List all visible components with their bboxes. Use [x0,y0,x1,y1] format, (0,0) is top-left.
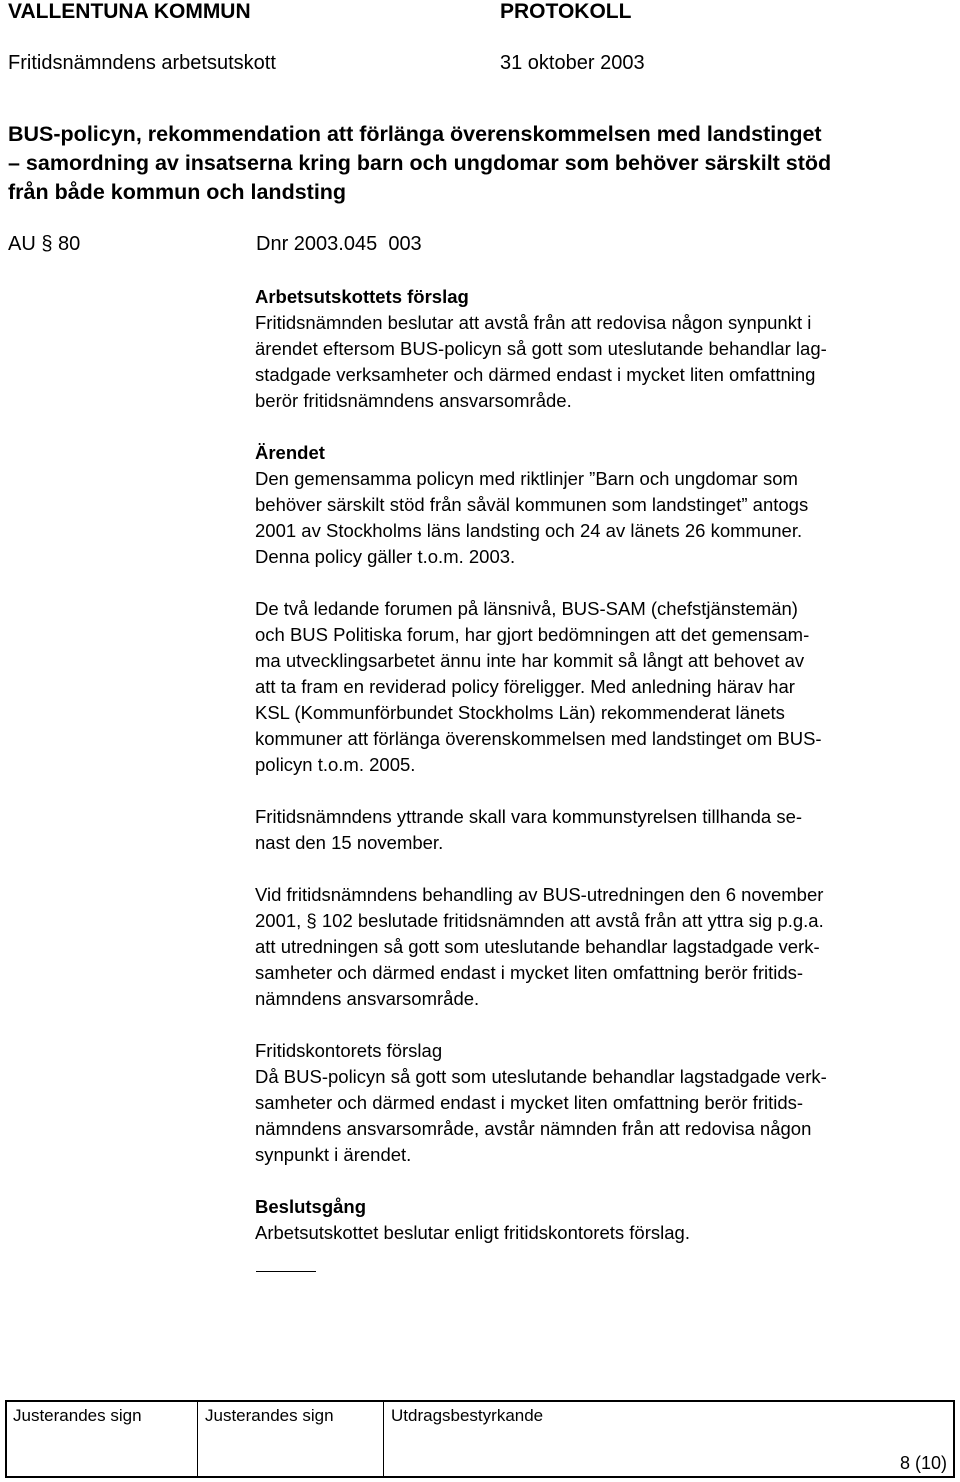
body-line: behöver särskilt stöd från såväl kommunen som landstinget” antogs [255,494,809,515]
section-decision [255,1194,945,1246]
body-line: nämndens ansvarsområde. [255,988,480,1009]
matter-paragraph [255,882,945,1012]
body-line: samheter och därmed endast i mycket liten omfattning berör fritids- [255,962,804,983]
body-line: stadgade verksamheter och därmed endast i mycket liten omfattning [255,364,816,385]
municipality-name: VALLENTUNA KOMMUN [8,0,251,23]
body-line: 2001, § 102 beslutade fritidsnämnden att avstå från att yttra sig p.g.a. [255,910,824,931]
section-au-proposal [255,284,945,414]
body-line: policyn t.o.m. 2005. [255,754,416,775]
page-number: 8 (10) [899,1453,947,1473]
matter-title-line: BUS-policyn, rekommendation att förlänga överenskommelsen med landstinget [8,122,822,146]
signature-label: Justerandes sign [205,1406,334,1425]
meeting-date: 31 oktober 2003 [500,52,645,74]
paragraph-number: AU § 80 [8,233,81,255]
body-line: nast den 15 november. [255,832,444,853]
body-line: Fritidsnämnden beslutar att avstå från att redovisa någon synpunkt i [255,312,812,333]
matter-title [8,120,831,207]
committee-name: Fritidsnämndens arbetsutskott [8,52,276,74]
end-rule [256,1271,316,1272]
matter-paragraph [255,596,945,778]
section-heading: Ärendet [255,442,325,463]
body-line: och BUS Politiska forum, har gjort bedömningen att det gemensam- [255,624,810,645]
matter-paragraph [255,804,945,856]
body-line: Arbetsutskottet beslutar enligt fritidskontorets förslag. [255,1222,690,1243]
body-line: 2001 av Stockholms läns landsting och 24 av länets 26 kommuner. [255,520,803,541]
document-body [255,284,945,1246]
body-line: ma utvecklingsarbetet ännu inte har kommit så långt att behovet av [255,650,805,671]
signature-box [5,1400,955,1478]
section-heading: Fritidskontorets förslag [255,1040,443,1061]
section-heading: Arbetsutskottets förslag [255,286,469,307]
section-heading: Beslutsgång [255,1196,367,1217]
body-line: Då BUS-policyn så gott som uteslutande behandlar lagstadgade verk- [255,1066,827,1087]
body-line: Denna policy gäller t.o.m. 2003. [255,546,516,567]
extract-verification-label: Utdragsbestyrkande [391,1406,544,1425]
body-line: synpunkt i ärendet. [255,1144,412,1165]
section-office-proposal [255,1038,945,1168]
body-line: att ta fram en reviderad policy föreligger. Med anledning härav har [255,676,795,697]
body-line: Fritidsnämndens yttrande skall vara kommunstyrelsen tillhanda se- [255,806,803,827]
body-line: ärendet eftersom BUS-policyn så gott som uteslutande behandlar lag- [255,338,827,359]
body-line: kommuner att förlänga överenskommelsen med landstinget om BUS- [255,728,822,749]
body-line: De två ledande forumen på länsnivå, BUS-SAM (chefstjänstemän) [255,598,798,619]
body-line: samheter och därmed endast i mycket liten omfattning berör fritids- [255,1092,804,1113]
matter-title-line: från både kommun och landsting [8,180,347,204]
section-matter [255,440,945,570]
body-line: att utredningen så gott som uteslutande behandlar lagstadgade verk- [255,936,820,957]
body-line: berör fritidsnämndens ansvarsområde. [255,390,572,411]
diary-number: Dnr 2003.045 003 [256,233,422,255]
signature-label: Justerandes sign [13,1406,142,1425]
matter-title-line: – samordning av insatserna kring barn och ungdomar som behöver särskilt stöd [8,151,832,175]
divider [197,1402,198,1476]
body-line: KSL (Kommunförbundet Stockholms Län) rekommenderat länets [255,702,785,723]
body-line: nämndens ansvarsområde, avstår nämnden från att redovisa någon [255,1118,812,1139]
body-line: Den gemensamma policyn med riktlinjer ”Barn och ungdomar som [255,468,798,489]
body-line: Vid fritidsnämndens behandling av BUS-utredningen den 6 november [255,884,824,905]
divider [383,1402,384,1476]
document-type: PROTOKOLL [500,0,632,23]
